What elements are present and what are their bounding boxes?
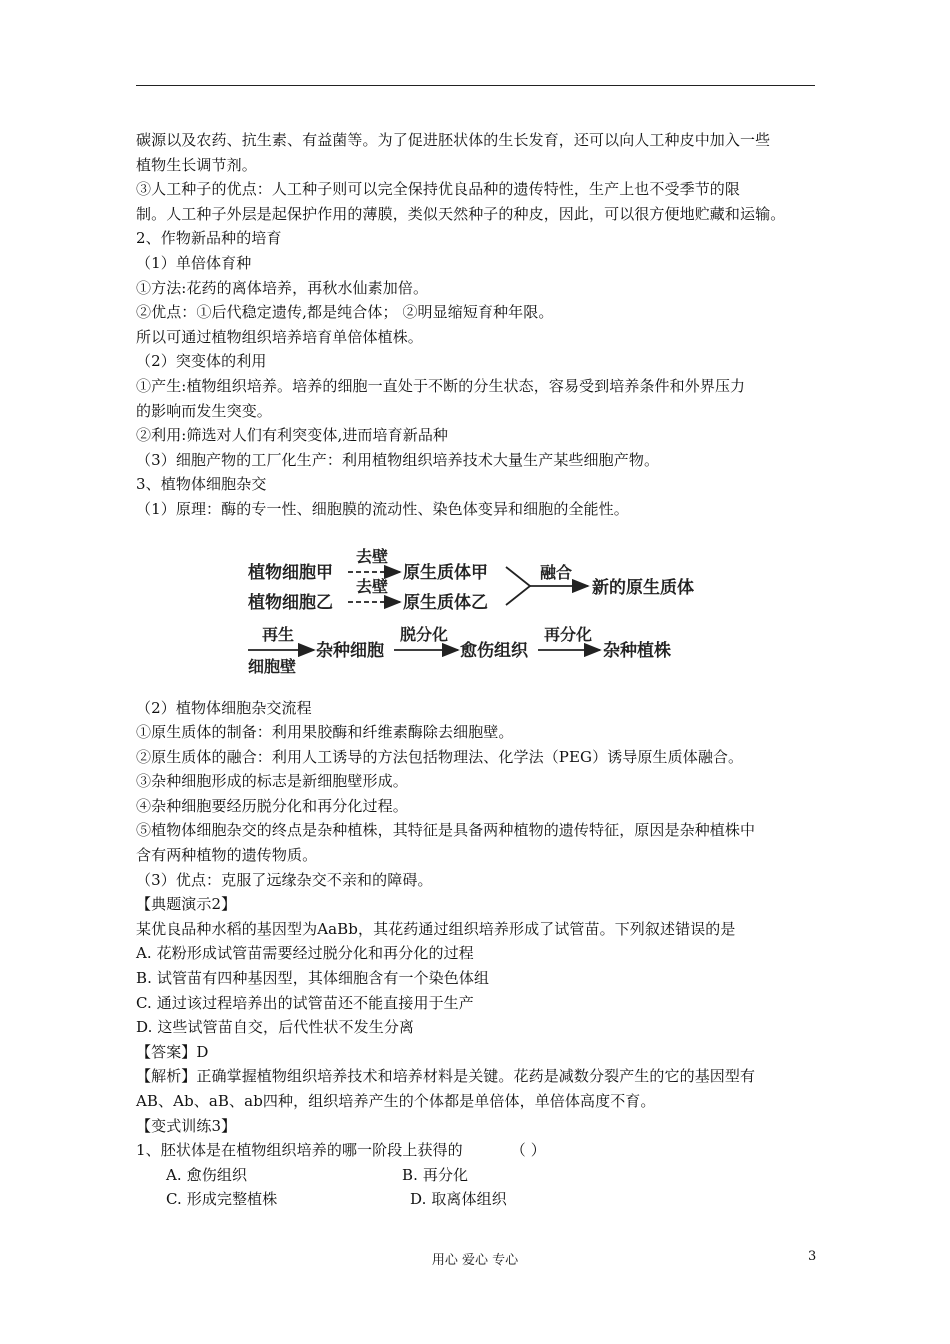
exercise-option-a: A. 愈伤组织 [166,1165,248,1184]
answer-line: 【答案】D [136,1042,209,1061]
question-stem: 某优良品种水稻的基因型为AaBb，其花药通过组织培养形成了试管苗。下列叙述错误的是 [136,919,736,938]
cell-wall-label: 细胞壁 [248,656,297,676]
section-heading: 3、植物体细胞杂交 [136,475,267,494]
exercise-option-b: B. 再分化 [402,1165,469,1184]
analysis-line: AB、Ab、aB、ab四种，组织培养产生的个体都是单倍体，单倍体高度不育。 [136,1092,656,1110]
fusion-label: 融合 [540,562,573,582]
text-line: （3）细胞产物的工厂化生产：利用植物组织培养技术大量生产某些细胞产物。 [136,450,660,469]
text-line: ②优点：①后代稳定遗传,都是纯合体； ②明显缩短育种年限。 [136,303,554,322]
text-line: ②原生质体的融合：利用人工诱导的方法包括物理法、化学法（PEG）诱导原生质体融合。 [136,747,744,766]
text-line: （1）原理：酶的专一性、细胞膜的流动性、染色体变异和细胞的全能性。 [136,499,629,518]
callus-label: 愈伤组织 [460,640,528,661]
page-number: 3 [808,1249,817,1264]
text-line: 含有两种植物的遗传物质。 [136,846,318,865]
protoplast-b-label: 原生质体乙 [403,592,488,613]
text-line: ③杂种细胞形成的标志是新细胞壁形成。 [136,772,408,791]
protoplast-a-label: 原生质体甲 [403,562,488,583]
text-line: 制。人工种子外层是起保护作用的薄膜，类似天然种子的种皮，因此，可以很方便地贮藏和运输。 [136,204,786,223]
text-line: ③人工种子的优点：人工种子则可以完全保持优良品种的遗传特性，生产上也不受季节的限 [136,180,741,199]
exercise-stem: 1、胚状体是在植物组织培养的哪一阶段上获得的 [136,1141,463,1160]
text-line: 的影响而发生突变。 [136,401,272,420]
answer-blank: （ ） [510,1141,546,1160]
option-c: C. 通过该过程培养出的试管苗还不能直接用于生产 [136,993,474,1012]
text-line: 碳源以及农药、抗生素、有益菌等。为了促进胚状体的生长发育，还可以向人工种皮中加入一些 [136,131,771,149]
text-line: ①原生质体的制备：利用果胶酶和纤维素酶除去细胞壁。 [136,723,514,742]
exercise-option-c: C. 形成完整植株 [166,1190,278,1209]
subsection-heading: （1）单倍体育种 [136,253,252,272]
text-line: ①产生:植物组织培养。培养的细胞一直处于不断的分生状态，容易受到培养条件和外界压力 [136,376,746,395]
text-line: 植物生长调节剂。 [136,155,257,174]
example-heading: 【典题演示2】 [136,895,237,914]
exercise-question [136,1138,826,1212]
new-protoplast-label: 新的原生质体 [592,577,694,598]
text-block-2 [136,696,826,1139]
cell-fusion-diagram [136,522,826,696]
text-line: ⑤植物体细胞杂交的终点是杂种植株，其特征是具备两种植物的遗传特征，原因是杂种植株中 [136,821,756,840]
text-line: 所以可通过植物组织培养培育单倍体植株。 [136,327,423,346]
footer-motto: 用心 爱心 专心 [431,1253,519,1268]
cell-b-label: 植物细胞乙 [248,592,333,613]
rediff-label: 再分化 [544,624,593,644]
option-a: A. 花粉形成试管苗需要经过脱分化和再分化的过程 [136,944,474,963]
page-content [136,128,826,1212]
subsection-heading: （2）突变体的利用 [136,352,267,371]
exercise-heading: 【变式训练3】 [136,1116,237,1135]
text-line: ①方法:花药的离体培养，再秋水仙素加倍。 [136,278,429,297]
text-block-1 [136,128,826,522]
hybrid-cell-label: 杂种细胞 [316,640,384,661]
exercise-option-d: D. 取离体组织 [410,1190,507,1209]
remove-wall-label-a: 去壁 [356,546,389,566]
hybrid-plant-label: 杂种植株 [603,640,671,661]
section-heading: 2、作物新品种的培育 [136,229,282,248]
dediff-label: 脱分化 [400,624,449,644]
cell-a-label: 植物细胞甲 [248,562,333,583]
analysis-line: 【解析】正确掌握植物组织培养技术和培养材料是关键。花药是减数分裂产生的它的基因型有 [136,1067,756,1086]
flow-diagram-svg [240,522,720,696]
text-line: （3）优点：克服了远缘杂交不亲和的障碍。 [136,870,433,889]
remove-wall-label-b: 去壁 [356,576,389,596]
header-rule [136,85,815,86]
text-line: ②利用:筛选对人们有利突变体,进而培育新品种 [136,426,449,445]
merge-bracket [506,567,530,605]
option-b: B. 试管苗有四种基因型，其体细胞含有一个染色体组 [136,969,490,988]
text-line: ④杂种细胞要经历脱分化和再分化过程。 [136,796,408,815]
regen-label: 再生 [262,624,295,644]
option-d: D. 这些试管苗自交，后代性状不发生分离 [136,1018,415,1037]
subsection-heading: （2）植物体细胞杂交流程 [136,698,312,717]
